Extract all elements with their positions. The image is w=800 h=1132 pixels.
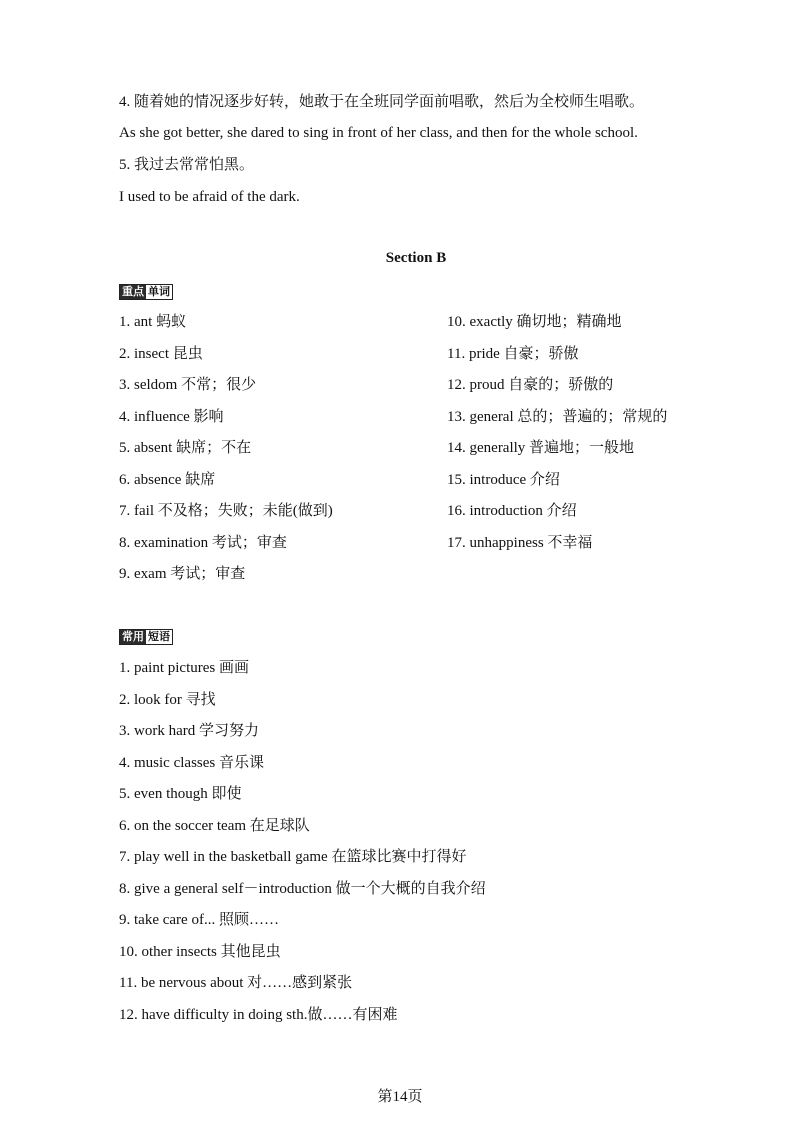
vocab-item: 2. insect 昆虫 xyxy=(119,345,203,362)
phrase-item: 12. have difficulty in doing sth.做……有困难 xyxy=(119,1006,398,1023)
vocab-right-column xyxy=(447,312,667,564)
intro-line-4: I used to be afraid of the dark. xyxy=(119,189,300,205)
intro-line-1: 4. 随着她的情况逐步好转，她敢于在全班同学面前唱歌，然后为全校师生唱歌。 xyxy=(119,94,645,110)
vocab-label-light: 单词 xyxy=(148,285,170,298)
vocab-item: 9. exam 考试；审查 xyxy=(119,566,246,582)
page-number: 第14页 xyxy=(377,1089,423,1105)
phrase-label-dark: 常用 xyxy=(122,630,144,643)
phrase-item: 1. paint pictures 画画 xyxy=(119,660,249,676)
intro-line-2: As she got better, she dared to sing in front of her class, and then for the whole school. xyxy=(119,125,638,141)
vocab-item: 8. examination 考试；审查 xyxy=(119,534,287,551)
phrase-label xyxy=(119,629,173,645)
phrase-item: 8. give a general self－introduction 做一个大概的自我介绍 xyxy=(119,880,486,897)
phrase-item: 11. be nervous about 对……感到紧张 xyxy=(119,975,353,991)
phrase-item: 10. other insects 其他昆虫 xyxy=(119,943,281,960)
vocab-item: 11. pride 自豪；骄傲 xyxy=(447,345,579,362)
vocab-item: 15. introduce 介绍 xyxy=(447,471,560,488)
vocab-left-column xyxy=(119,312,333,596)
vocab-item: 16. introduction 介绍 xyxy=(447,503,577,519)
phrase-item: 3. work hard 学习努力 xyxy=(119,723,259,739)
vocab-item: 13. general 总的；普遍的；常规的 xyxy=(447,408,668,425)
vocab-item: 12. proud 自豪的；骄傲的 xyxy=(447,377,614,393)
vocab-item: 17. unhappiness 不幸福 xyxy=(447,534,593,551)
vocab-item: 7. fail 不及格；失败；未能(做到) xyxy=(119,503,333,519)
vocab-item: 10. exactly 确切地；精确地 xyxy=(447,314,622,330)
vocab-item: 3. seldom 不常；很少 xyxy=(119,377,257,393)
phrase-item: 5. even though 即使 xyxy=(119,786,242,802)
vocab-label-dark: 重点 xyxy=(122,285,144,298)
vocab-item: 5. absent 缺席；不在 xyxy=(119,440,252,456)
section-title: Section B xyxy=(385,250,447,266)
phrase-list xyxy=(119,658,486,1036)
phrase-item: 4. music classes 音乐课 xyxy=(119,754,264,771)
vocab-label xyxy=(119,284,173,300)
intro-line-3: 5. 我过去常常怕黑。 xyxy=(119,157,255,173)
vocab-item: 1. ant 蚂蚁 xyxy=(119,314,187,330)
vocab-item: 4. influence 影响 xyxy=(119,408,224,425)
phrase-item: 9. take care of... 照顾…… xyxy=(119,912,279,928)
vocab-item: 14. generally 普遍地；一般地 xyxy=(447,440,635,456)
phrase-item: 2. look for 寻找 xyxy=(119,691,216,708)
phrase-item: 6. on the soccer team 在足球队 xyxy=(119,817,310,834)
phrase-item: 7. play well in the basketball game 在篮球比赛中打得好 xyxy=(119,849,467,865)
vocab-item: 6. absence 缺席 xyxy=(119,471,216,488)
phrase-label-light: 短语 xyxy=(148,630,170,643)
